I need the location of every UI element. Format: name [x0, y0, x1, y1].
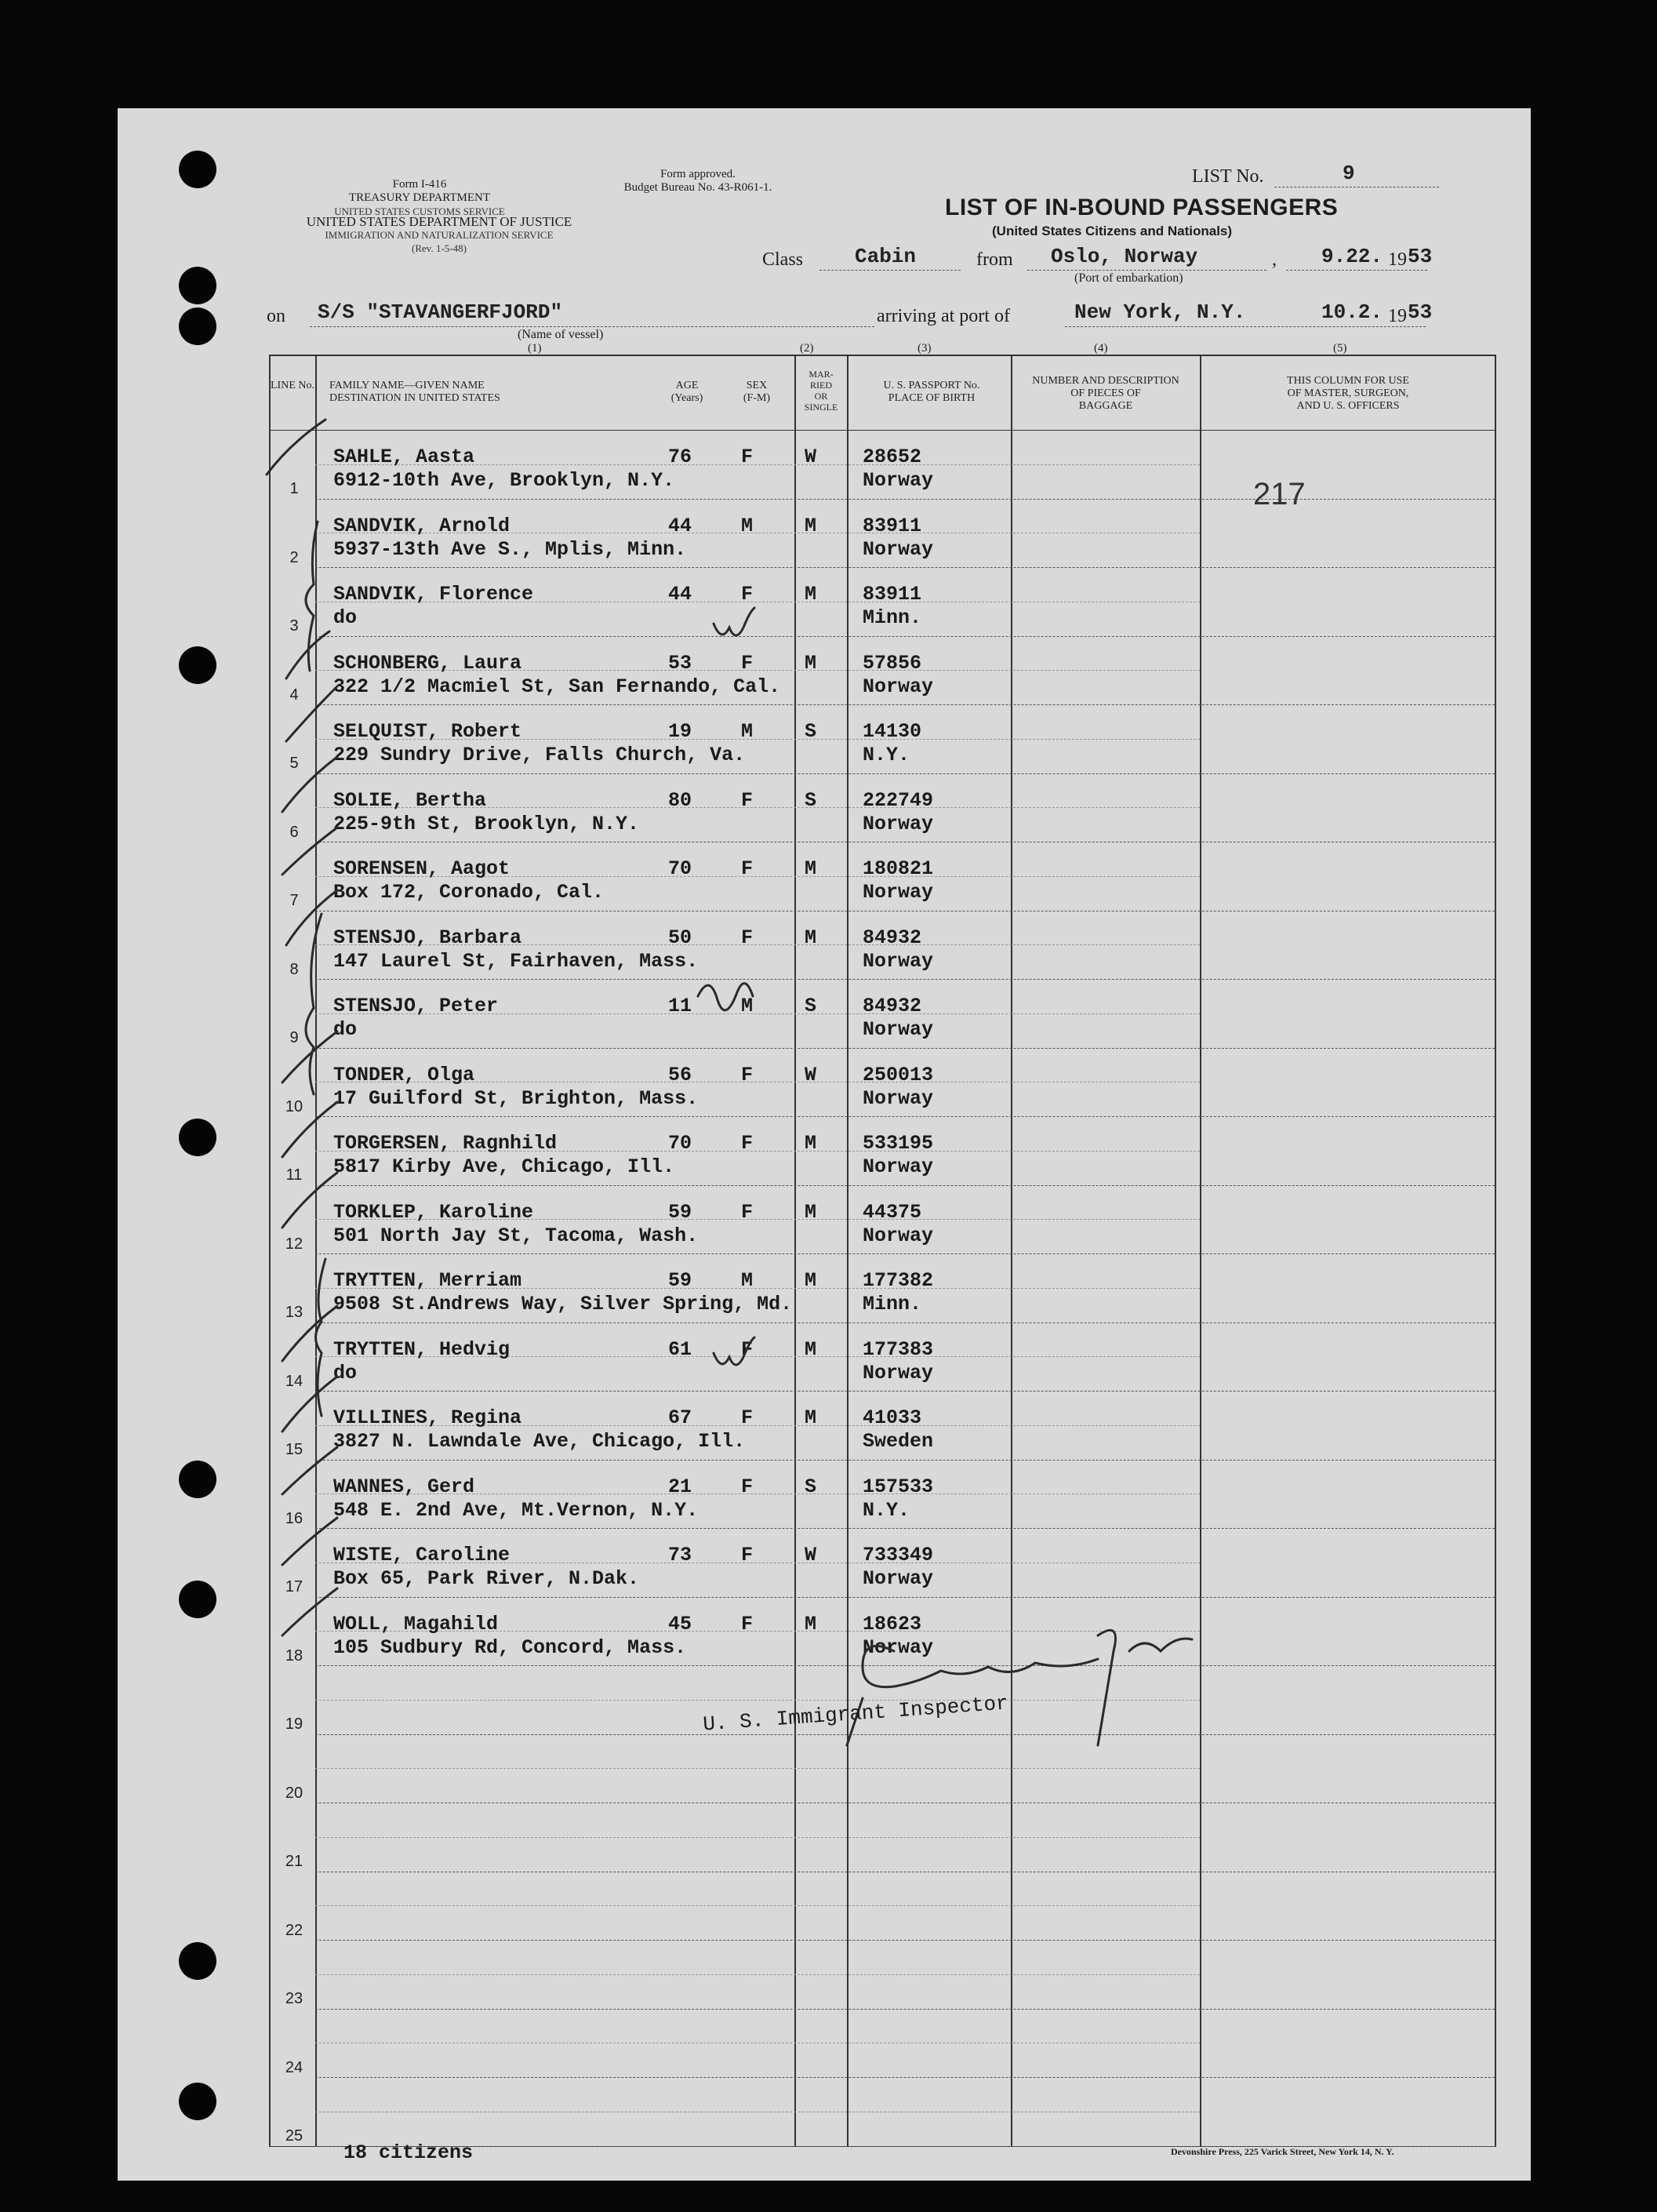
passenger-destination: do: [333, 1018, 358, 1041]
passport-number: 177383: [863, 1338, 934, 1361]
binder-hole: [179, 2083, 216, 2120]
passport-number: 222749: [863, 789, 934, 812]
line-number: 24: [285, 2059, 303, 2076]
passenger-marital-status: S: [805, 995, 817, 1017]
arrival-year: 53: [1408, 300, 1433, 324]
passenger-name: TRYTTEN, Merriam: [333, 1269, 522, 1292]
column-number: (3): [918, 342, 932, 355]
passenger-name: SOLIE, Bertha: [333, 789, 487, 812]
passenger-sex: M: [741, 995, 754, 1017]
passenger-sex: F: [741, 1475, 754, 1498]
passport-number: 41033: [863, 1406, 922, 1429]
binder-hole: [179, 1119, 216, 1156]
passenger-marital-status: M: [805, 583, 817, 606]
place-of-birth: Norway: [863, 1018, 934, 1041]
passenger-destination: 105 Sudbury Rd, Concord, Mass.: [333, 1636, 687, 1659]
place-of-birth: Norway: [863, 1224, 934, 1247]
binder-hole: [179, 151, 216, 188]
passenger-marital-status: S: [805, 1475, 817, 1498]
passport-number: 83911: [863, 583, 922, 606]
col-header-baggage: NUMBER AND DESCRIPTION OF PIECES OF BAGGAGE: [1032, 375, 1179, 412]
line-number: 8: [289, 961, 299, 978]
col-header-name: FAMILY NAME—GIVEN NAME DESTINATION IN UNITED STATES: [329, 380, 500, 404]
line-number: 13: [285, 1304, 303, 1321]
passenger-name: SORENSEN, Aagot: [333, 857, 511, 880]
passenger-age: 76: [668, 446, 692, 468]
brace-stroke: [306, 914, 322, 1094]
line-number: 10: [285, 1098, 303, 1115]
vessel-note: (Name of vessel): [518, 328, 604, 341]
binder-hole: [179, 267, 216, 304]
place-of-birth: Minn.: [863, 606, 922, 629]
initials-stroke: [698, 984, 753, 1010]
passenger-destination: 225-9th St, Brooklyn, N.Y.: [333, 813, 640, 835]
passenger-sex: F: [741, 1613, 754, 1635]
passenger-marital-status: M: [805, 1406, 817, 1429]
passenger-marital-status: M: [805, 1201, 817, 1224]
signature-stroke: [1098, 1630, 1116, 1745]
row-mid-rule: [315, 1837, 1200, 1838]
passenger-age: 11: [668, 995, 692, 1017]
passenger-destination: 322 1/2 Macmiel St, San Fernando, Cal.: [333, 675, 781, 698]
passenger-age: 73: [668, 1544, 692, 1566]
passenger-destination: 6912-10th Ave, Brooklyn, N.Y.: [333, 469, 675, 492]
passenger-marital-status: M: [805, 1338, 817, 1361]
on-label: on: [267, 306, 285, 326]
passenger-age: 70: [668, 857, 692, 880]
line-number: 2: [289, 549, 299, 566]
arriving-label: arriving at port of: [877, 306, 1010, 326]
passenger-marital-status: M: [805, 1613, 817, 1635]
passenger-destination: Box 65, Park River, N.Dak.: [333, 1567, 640, 1590]
binder-hole: [179, 646, 216, 684]
passenger-name: SELQUIST, Robert: [333, 720, 522, 743]
place-of-birth: Sweden: [863, 1430, 934, 1453]
passenger-destination: 548 E. 2nd Ave, Mt.Vernon, N.Y.: [333, 1499, 699, 1522]
passenger-age: 61: [668, 1338, 692, 1361]
handwritten-check-marks: [251, 412, 1270, 1785]
passenger-age: 44: [668, 583, 692, 606]
binder-hole: [179, 1942, 216, 1980]
passenger-destination: 501 North Jay St, Tacoma, Wash.: [333, 1224, 699, 1247]
passenger-destination: 229 Sundry Drive, Falls Church, Va.: [333, 744, 746, 766]
passenger-age: 44: [668, 515, 692, 537]
line-number: 15: [285, 1441, 303, 1458]
vessel-underline: [310, 326, 874, 327]
check-stroke: [282, 1518, 337, 1565]
line-number: 18: [285, 1647, 303, 1664]
passenger-destination: 3827 N. Lawndale Ave, Chicago, Ill.: [333, 1430, 746, 1453]
signature-stroke: [863, 1646, 1098, 1686]
passenger-sex: F: [741, 446, 754, 468]
page-title: LIST OF IN-BOUND PASSENGERS: [945, 195, 1339, 220]
passenger-sex: F: [741, 1544, 754, 1566]
check-stroke: [282, 1588, 337, 1635]
check-stroke: [282, 757, 337, 812]
place-of-birth: Norway: [863, 469, 934, 492]
brace-stroke: [306, 522, 318, 671]
col-header-age: AGE (Years): [670, 380, 703, 404]
passenger-name: SAHLE, Aasta: [333, 446, 475, 468]
passenger-destination: do: [333, 606, 358, 629]
page-subtitle: (United States Citizens and Nationals): [992, 224, 1233, 238]
passport-number: 733349: [863, 1544, 934, 1566]
vessel-name: S/S "STAVANGERFJORD": [318, 300, 563, 324]
passenger-sex: F: [741, 1132, 754, 1155]
doj-block: UNITED STATES DEPARTMENT OF JUSTICE IMMIGRATION AND NATURALIZATION SERVICE (Rev. 1-5-48): [306, 214, 572, 254]
place-of-birth: Norway: [863, 1362, 934, 1384]
embark-year: 53: [1408, 245, 1433, 268]
binder-hole: [179, 1581, 216, 1618]
passenger-marital-status: M: [805, 1269, 817, 1292]
passport-number: 44375: [863, 1201, 922, 1224]
line-number: 5: [289, 755, 299, 772]
row-rule: [315, 2009, 1495, 2010]
place-of-birth: Norway: [863, 538, 934, 561]
passport-number: 28652: [863, 446, 922, 468]
passenger-name: WISTE, Caroline: [333, 1544, 511, 1566]
passenger-name: SCHONBERG, Laura: [333, 652, 522, 675]
place-of-birth: Norway: [863, 1155, 934, 1178]
line-number: 22: [285, 1922, 303, 1939]
passenger-name: WOLL, Magahild: [333, 1613, 499, 1635]
passenger-destination: do: [333, 1362, 358, 1384]
place-of-birth: N.Y.: [863, 1499, 910, 1522]
passenger-marital-status: W: [805, 1064, 817, 1086]
arrival-year-prefix: 19: [1388, 306, 1407, 326]
line-number: 16: [285, 1510, 303, 1527]
passenger-marital-status: M: [805, 652, 817, 675]
passenger-age: 67: [668, 1406, 692, 1429]
passenger-sex: F: [741, 1201, 754, 1224]
class-label: Class: [762, 249, 804, 270]
passenger-marital-status: W: [805, 1544, 817, 1566]
check-stroke: [267, 420, 325, 475]
passenger-age: 50: [668, 926, 692, 949]
passenger-name: TORGERSEN, Ragnhild: [333, 1132, 558, 1155]
binder-hole: [179, 1461, 216, 1498]
arrival-underline: [1065, 326, 1426, 327]
place-of-birth: Norway: [863, 950, 934, 973]
class-value: Cabin: [855, 245, 917, 268]
passenger-name: VILLINES, Regina: [333, 1406, 522, 1429]
passport-number: 57856: [863, 652, 922, 675]
embark-note: (Port of embarkation): [1074, 271, 1183, 285]
passenger-age: 21: [668, 1475, 692, 1498]
column-number: (1): [528, 342, 542, 355]
passport-number: 157533: [863, 1475, 934, 1498]
line-number: 20: [285, 1785, 303, 1802]
check-stroke: [282, 1377, 337, 1432]
printer-imprint: Devonshire Press, 225 Varick Street, New York 14, N. Y.: [1171, 2146, 1394, 2157]
passenger-name: TONDER, Olga: [333, 1064, 475, 1086]
place-of-birth: Norway: [863, 675, 934, 698]
passenger-age: 80: [668, 789, 692, 812]
passenger-destination: 5937-13th Ave S., Mplis, Minn.: [333, 538, 687, 561]
passenger-name: STENSJO, Barbara: [333, 926, 522, 949]
place-of-birth: Norway: [863, 881, 934, 904]
passenger-sex: F: [741, 1064, 754, 1086]
passenger-name: SANDVIK, Arnold: [333, 515, 511, 537]
list-no-label: LIST No.: [1192, 166, 1264, 187]
arrival-date: 10.2.: [1321, 300, 1383, 324]
passenger-name: SANDVIK, Florence: [333, 583, 534, 606]
initials-stroke: [714, 608, 754, 635]
place-of-birth: N.Y.: [863, 744, 910, 766]
row-mid-rule: [315, 1905, 1200, 1906]
passport-number: 18623: [863, 1613, 922, 1635]
column-number: (4): [1094, 342, 1108, 355]
place-of-birth: Norway: [863, 1087, 934, 1110]
officer-note: 217: [1253, 477, 1306, 511]
signature-stroke: [1129, 1639, 1192, 1651]
col-header-passport: U. S. PASSPORT No. PLACE OF BIRTH: [883, 380, 980, 404]
passenger-sex: F: [741, 652, 754, 675]
passenger-age: 70: [668, 1132, 692, 1155]
inspector-label: U. S. Immigrant Inspector: [702, 1691, 1009, 1737]
place-of-birth: Norway: [863, 1567, 934, 1590]
check-stroke: [286, 890, 337, 945]
row-mid-rule: [315, 1974, 1200, 1975]
check-stroke: [286, 686, 337, 741]
row-rule: [315, 1940, 1495, 1941]
line-number: 3: [289, 617, 299, 635]
form-approval: Form approved. Budget Bureau No. 43-R061-1.: [623, 168, 772, 194]
from-label: from: [976, 249, 1013, 270]
place-of-birth: Norway: [863, 813, 934, 835]
col-rule: [1495, 355, 1496, 2147]
passenger-marital-status: M: [805, 857, 817, 880]
row-rule: [315, 2077, 1495, 2078]
passenger-age: 19: [668, 720, 692, 743]
passenger-age: 56: [668, 1064, 692, 1086]
passenger-sex: M: [741, 515, 754, 537]
passenger-sex: M: [741, 1269, 754, 1292]
passenger-destination: 5817 Kirby Ave, Chicago, Ill.: [333, 1155, 675, 1178]
from-underline: [1027, 270, 1266, 271]
col-header-line: LINE No.: [271, 380, 314, 391]
line-number: 4: [289, 686, 299, 704]
passenger-age: 59: [668, 1201, 692, 1224]
passenger-name: STENSJO, Peter: [333, 995, 499, 1017]
passenger-age: 59: [668, 1269, 692, 1292]
embark-date: 9.22.: [1321, 245, 1383, 268]
passenger-destination: 9508 St.Andrews Way, Silver Spring, Md.: [333, 1293, 793, 1315]
col-header-officers: THIS COLUMN FOR USE OF MASTER, SURGEON, AND U. S. OFFICERS: [1287, 375, 1409, 412]
from-value: Oslo, Norway: [1051, 245, 1198, 268]
passport-number: 250013: [863, 1064, 934, 1086]
col-header-married: MAR- RIED OR SINGLE: [804, 369, 838, 413]
table-top-rule: [269, 355, 1496, 356]
passenger-age: 45: [668, 1613, 692, 1635]
passport-number: 84932: [863, 926, 922, 949]
check-stroke: [282, 1102, 337, 1157]
passenger-destination: 147 Laurel St, Fairhaven, Mass.: [333, 950, 699, 973]
passenger-marital-status: M: [805, 1132, 817, 1155]
passport-number: 180821: [863, 857, 934, 880]
passenger-name: WANNES, Gerd: [333, 1475, 475, 1498]
passenger-marital-status: M: [805, 515, 817, 537]
passenger-sex: F: [741, 583, 754, 606]
line-number: 14: [285, 1373, 303, 1390]
place-of-birth: Norway: [863, 1636, 934, 1659]
comma: ,: [1272, 249, 1277, 270]
class-underline: [819, 270, 961, 271]
line-number: 1: [289, 480, 299, 497]
check-stroke: [282, 1173, 337, 1228]
check-stroke: [282, 1447, 337, 1494]
passport-number: 84932: [863, 995, 922, 1017]
line-number: 12: [285, 1235, 303, 1253]
passport-number: 14130: [863, 720, 922, 743]
list-no-value: 9: [1343, 162, 1355, 185]
col-header-sex: SEX (F-M): [743, 380, 771, 404]
passenger-sex: F: [741, 1338, 754, 1361]
passenger-marital-status: S: [805, 789, 817, 812]
column-number: (2): [800, 342, 814, 355]
passenger-name: TORKLEP, Karoline: [333, 1201, 534, 1224]
initials-stroke: [714, 1337, 754, 1365]
passenger-sex: M: [741, 720, 754, 743]
line-number: 11: [285, 1166, 303, 1184]
line-number: 17: [285, 1578, 303, 1595]
passenger-sex: F: [741, 926, 754, 949]
column-number: (5): [1333, 342, 1347, 355]
form-block: Form I-416 TREASURY DEPARTMENT UNITED STATES CUSTOMS SERVICE: [334, 178, 505, 217]
passenger-destination: Box 172, Coronado, Cal.: [333, 881, 605, 904]
passport-number: 533195: [863, 1132, 934, 1155]
check-stroke: [282, 828, 337, 875]
passenger-sex: F: [741, 1406, 754, 1429]
passenger-marital-status: W: [805, 446, 817, 468]
passenger-sex: F: [741, 857, 754, 880]
passenger-age: 53: [668, 652, 692, 675]
arrival-port: New York, N.Y.: [1074, 300, 1246, 324]
line-number: 23: [285, 1990, 303, 2007]
footer-total: 18 citizens: [343, 2141, 474, 2164]
passenger-sex: F: [741, 789, 754, 812]
line-number: 6: [289, 824, 299, 841]
passenger-destination: 17 Guilford St, Brighton, Mass.: [333, 1087, 699, 1110]
place-of-birth: Minn.: [863, 1293, 922, 1315]
check-stroke: [282, 1306, 337, 1361]
passenger-name: TRYTTEN, Hedvig: [333, 1338, 511, 1361]
binder-hole: [179, 307, 216, 345]
passport-number: 177382: [863, 1269, 934, 1292]
line-number: 19: [285, 1715, 303, 1733]
passenger-marital-status: S: [805, 720, 817, 743]
embark-year-prefix: 19: [1388, 249, 1407, 270]
passport-number: 83911: [863, 515, 922, 537]
line-number: 21: [285, 1853, 303, 1870]
passenger-marital-status: M: [805, 926, 817, 949]
line-number: 7: [289, 892, 299, 909]
line-number: 9: [289, 1029, 299, 1046]
line-number: 25: [285, 2127, 303, 2145]
